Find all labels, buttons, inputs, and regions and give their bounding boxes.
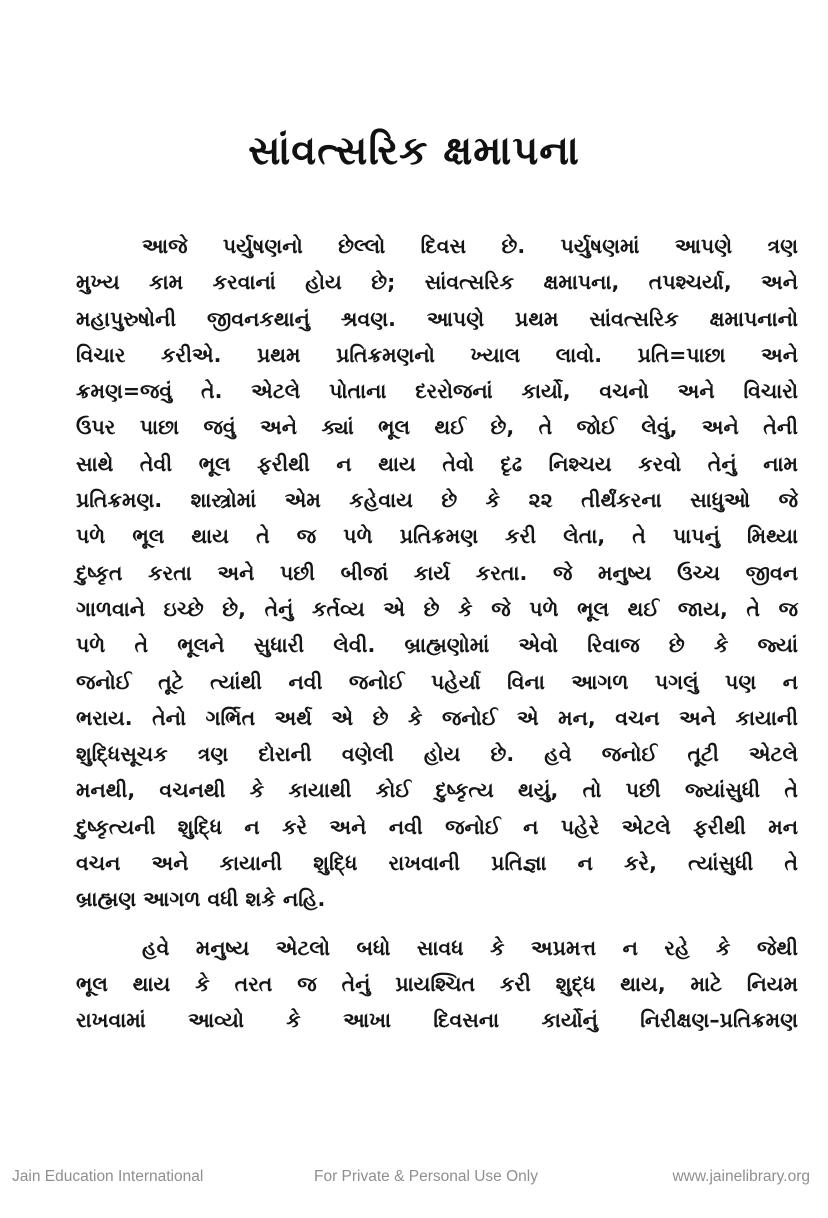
text-line: આજે પર્યુષણનો છેલ્લો દિવસ છે. પર્યુષણમાં આપણે ત્રણ xyxy=(142,234,798,258)
text-line: ભરાય. તેનો ગર્ભિત અર્થ એ છે કે જનોઈ એ મન, વચન અને કાયાની xyxy=(76,705,798,730)
footer-usage-notice: For Private & Personal Use Only xyxy=(314,1168,538,1185)
footer-website-link[interactable]: www.jainelibrary.org xyxy=(672,1168,810,1185)
text-line: બ્રાહ્મણ આગળ વધી શકે નહિ. xyxy=(76,887,326,912)
text-line: વચન અને કાયાની શુદ્ધિ રાખવાની પ્રતિજ્ઞા ન કરે, ત્યાંસુધી તે xyxy=(76,851,798,876)
text-line: ક્રમણ=જવું તે. એટલે પોતાના દરરોજનાં કાર્યો, વચનો અને વિચારો xyxy=(76,379,798,404)
text-line: મહાપુરુષોની જીવનકથાનું શ્રવણ. આપણે પ્રથમ સાંવત્સરિક ક્ષમાપનાનો xyxy=(76,306,798,331)
text-line: સાથે તેવી ભૂલ ફરીથી ન થાય તેવો દૃઢ નિશ્ચય કરવો તેનું નામ xyxy=(76,451,798,476)
paragraph-2 xyxy=(76,930,798,1039)
text-line: મનથી, વચનથી કે કાયાથી કોઈ દુષ્કૃત્ય થયું, તો પછી જ્યાંસુધી તે xyxy=(76,778,798,803)
text-line: પળે તે ભૂલને સુધારી લેવી. બ્રાહ્મણોમાં એવો રિવાજ છે કે જ્યાં xyxy=(76,633,798,658)
page-title: સાંવત્સરિક ક્ષમાપના xyxy=(248,128,580,174)
text-line: ઉપર પાછા જવું અને ક્યાં ભૂલ થઈ છે, તે જોઈ લેવું, અને તેની xyxy=(76,415,798,440)
text-line: હવે મનુષ્ય એટલો બધો સાવધ કે અપ્રમત્ત ન રહે કે જેથી xyxy=(142,935,798,960)
paragraph-1 xyxy=(76,228,798,918)
text-line: રાખવામાં આવ્યો કે આખા દિવસના કાર્યોનું નિરીક્ષણ–પ્રતિક્રમણ xyxy=(76,1008,798,1033)
body-text xyxy=(76,228,798,1039)
text-line: પ્રતિક્રમણ. શાસ્ત્રોમાં એમ કહેવાય છે કે ૨૨ તીર્થંકરના સાધુઓ જે xyxy=(76,488,798,513)
text-line: દુષ્કૃત્યની શુદ્ધિ ન કરે અને નવી જનોઈ ન પહેરે એટલે ફરીથી મન xyxy=(76,814,798,839)
text-line: ગાળવાને ઇચ્છે છે, તેનું કર્તવ્ય એ છે કે જે પળે ભૂલ થઈ જાય, તે જ xyxy=(76,596,798,621)
paragraph-gap xyxy=(76,918,798,930)
text-line: મુખ્ય કામ કરવાનાં હોય છે; સાંવત્સરિક ક્ષમાપના, તપશ્ચર્યા, અને xyxy=(76,270,798,295)
footer-publisher: Jain Education International xyxy=(12,1168,204,1185)
text-line: ભૂલ થાય કે તરત જ તેનું પ્રાયશ્ચિત કરી શુદ્ધ થાય, માટે નિયમ xyxy=(76,971,798,996)
text-line: દુષ્કૃત કરતા અને પછી બીજાં કાર્ય કરતા. જે મનુષ્ય ઉચ્ચ જીવન xyxy=(76,560,798,585)
page-footer xyxy=(0,1168,828,1192)
text-line: પળે ભૂલ થાય તે જ પળે પ્રતિક્રમણ કરી લેતા, તે પાપનું મિથ્યા xyxy=(76,524,798,549)
text-line: શુદ્ધિસૂચક ત્રણ દોરાની વણેલી હોય છે. હવે જનોઈ તૂટી એટલે xyxy=(76,742,798,767)
text-line: વિચાર કરીએ. પ્રથમ પ્રતિક્રમણનો ખ્યાલ લાવો. પ્રતિ=પાછા અને xyxy=(76,342,798,367)
text-line: જનોઈ તૂટે ત્યાંથી નવી જનોઈ પહેર્યા વિના આગળ પગલું પણ ન xyxy=(76,669,798,694)
